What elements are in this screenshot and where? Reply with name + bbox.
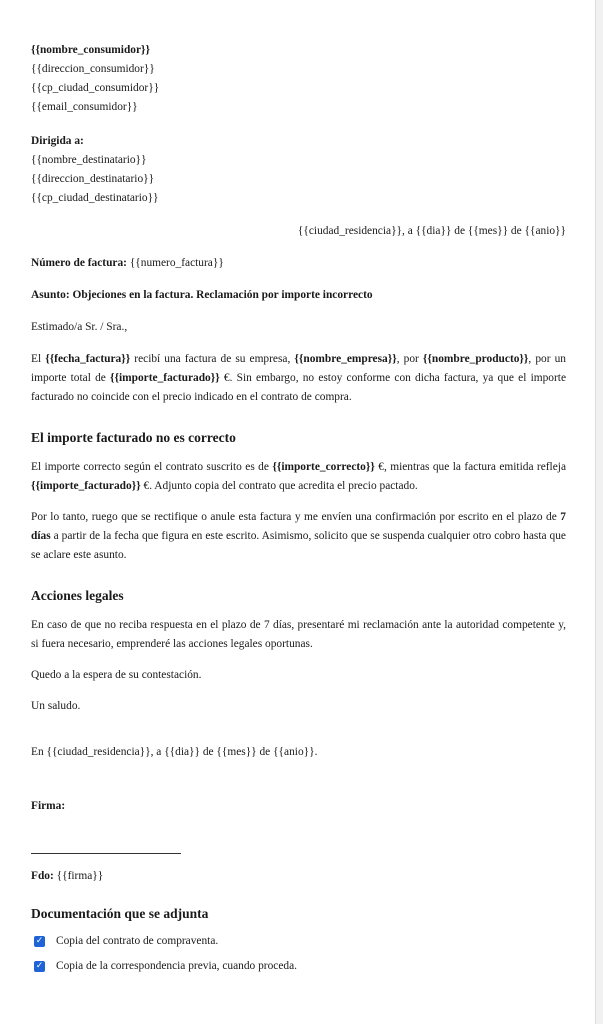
company-name-field: {{nombre_empresa}}	[294, 353, 397, 365]
recipient-cp-city: {{cp_ciudad_destinatario}}	[31, 192, 159, 204]
closing-date-line: En {{ciudad_residencia}}, a {{dia}} de {{mes}} de {{anio}}.	[31, 746, 318, 758]
signature-label: Firma:	[31, 800, 66, 812]
attachments-heading: Documentación que se adjunta	[31, 906, 209, 921]
attachment-label: Copia del contrato de compraventa.	[56, 934, 219, 947]
section-heading-legal-actions: Acciones legales	[31, 588, 124, 603]
recipient-address: {{direccion_destinatario}}	[31, 173, 155, 185]
section2-paragraph-3: Un saludo.	[31, 700, 81, 712]
section1-paragraph-1	[31, 458, 566, 496]
signature-line	[31, 853, 181, 854]
recipient-name: {{nombre_destinatario}}	[31, 154, 147, 166]
recipient-block	[31, 132, 566, 208]
invoice-date-field: {{fecha_factura}}	[45, 353, 131, 365]
billed-amount-field: {{importe_facturado}}	[110, 372, 220, 384]
s1p1-text-1: El importe correcto según el contrato suscrito es de	[31, 461, 273, 473]
intro-text-5: €. Sin embargo, no estoy conforme con dicha factura, ya que el importe facturado no coincide con el precio indicado en el contrato de compra.	[31, 372, 566, 403]
intro-text-4: , por un importe total de	[31, 353, 566, 384]
intro-paragraph	[31, 350, 566, 407]
invoice-label: Número de factura:	[31, 257, 127, 269]
date-line: {{ciudad_residencia}}, a {{dia}} de {{mes}} de {{anio}}	[297, 225, 566, 237]
product-name-field: {{nombre_producto}}	[422, 353, 529, 365]
s1p2-text-2: a partir de la fecha que figura en este escrito. Asimismo, solicito que se suspenda cualquier otro cobro hasta que se aclare este asunto.	[31, 530, 566, 561]
intro-text-2: recibí una factura de su empresa,	[130, 353, 295, 365]
attachment-label: Copia de la correspondencia previa, cuando proceda.	[56, 959, 297, 972]
invoice-value: {{numero_factura}}	[129, 257, 224, 269]
s1p2-text-1: Por lo tanto, ruego que se rectifique o anule esta factura y me envíen una confirmación por escrito en el plazo de	[31, 511, 561, 523]
intro-text-3: , por	[396, 353, 423, 365]
fdo-value: {{firma}}	[56, 870, 104, 882]
section2-paragraph-1: En caso de que no reciba respuesta en el plazo de 7 días, presentaré mi reclamación ante la autoridad competente y, si fuera necesario, emprenderé las acciones legales oportunas.	[31, 619, 566, 650]
sender-cp-city: {{cp_ciudad_consumidor}}	[31, 82, 160, 94]
correct-amount-field: {{importe_correcto}}	[272, 461, 375, 473]
intro-text-1: El	[31, 353, 46, 365]
sender-name: {{nombre_consumidor}}	[31, 44, 151, 56]
greeting: Estimado/a Sr. / Sra.,	[31, 321, 128, 333]
billed-amount-field-2: {{importe_facturado}}	[31, 480, 141, 492]
sender-email: {{email_consumidor}}	[31, 101, 138, 113]
sender-block	[31, 41, 566, 117]
fdo-line	[31, 867, 566, 886]
invoice-number	[31, 254, 566, 273]
section1-paragraph-2	[31, 508, 566, 565]
checkbox-checked-icon[interactable]: ✓	[35, 960, 44, 971]
sender-address: {{direccion_consumidor}}	[31, 63, 155, 75]
section2-paragraph-2: Quedo a la espera de su contestación.	[31, 669, 202, 681]
s1p1-text-2: €, mientras que la factura emitida refleja	[374, 461, 566, 473]
attachment-item[interactable]	[31, 931, 566, 951]
attachment-item[interactable]	[31, 956, 566, 976]
s1p1-text-3: €. Adjunto copia del contrato que acredita el precio pactado.	[140, 480, 418, 492]
checkbox-checked-icon[interactable]: ✓	[35, 935, 44, 946]
recipient-label: Dirigida a:	[31, 135, 84, 147]
subject-line: Asunto: Objeciones en la factura. Reclamación por importe incorrecto	[31, 289, 373, 301]
section-heading-incorrect-amount: El importe facturado no es correcto	[31, 430, 236, 445]
deadline-days: 7 días	[31, 511, 566, 542]
fdo-label: Fdo:	[31, 870, 54, 882]
